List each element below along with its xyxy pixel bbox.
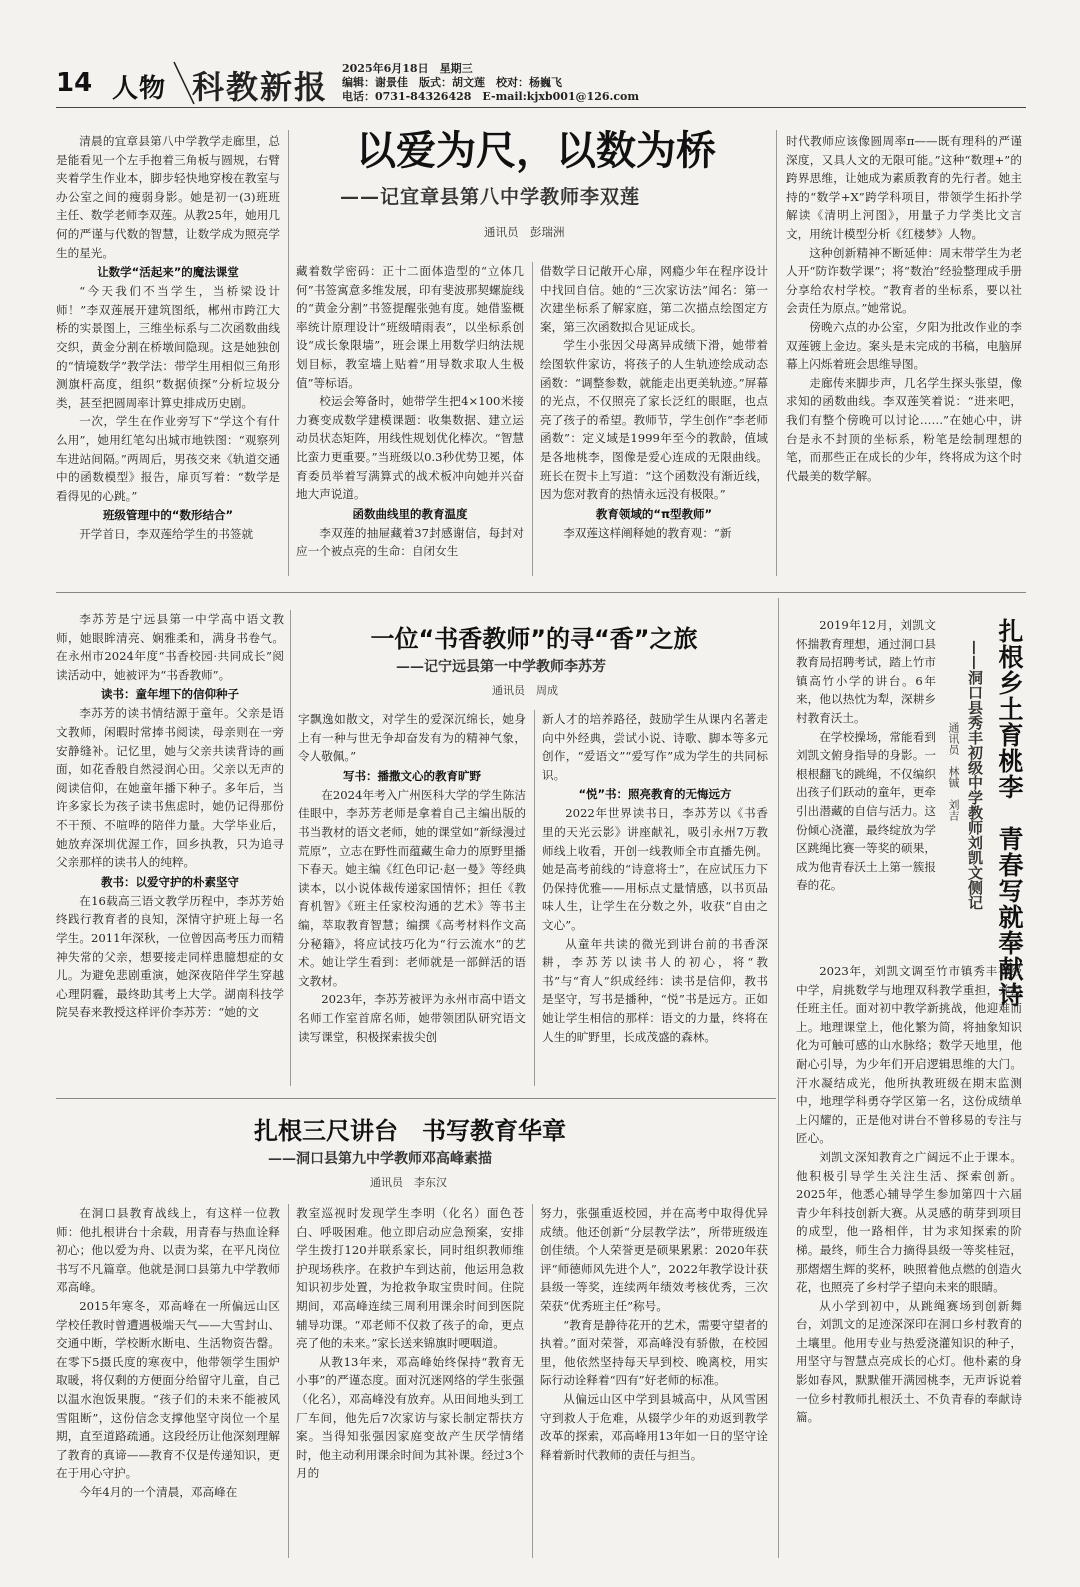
article3-paragraph: 2015年寒冬，邓高峰在一所偏远山区学校任教时曾遭遇极端天气——大雪封山、交通中断，学校断水断电、生活物资告罄。在零下5摄氏度的寒夜中，他带领学生围炉取暖，将仅剩的方便面分给留守儿童，自己以温水泡饭果腹。“孩子们的未来不能被风雪阻断”，这份信念支撑他坚守岗位一个星期，直至道路疏通。这段经历让他深刻理解了教育的真谛——教育不仅是传递知识，更在于用心守护。 [56, 1298, 280, 1481]
article4-subtitle: ——洞口县秀丰初级中学教师刘凯文侧记 [966, 640, 984, 910]
article1-byline: 通讯员 彭瑞洲 [484, 225, 565, 239]
column-divider [778, 598, 779, 1558]
article1-paragraph: 这种创新精神不断延伸：周末带学生为老人开“防诈数学课”；将“数治”经验整理成手册分享给农村学校。“教育者的坐标系，要以社会责任为原点。”她常说。 [786, 245, 1022, 316]
article4-title: 扎根乡土育桃李 青春写就奉献诗 [995, 618, 1024, 1008]
article1-paragraph: 李双莲这样阐释她的教育观：“新 [563, 525, 732, 540]
article2-subtitle: ——记宁远县第一中学教师李苏芳 [396, 659, 606, 675]
article1-subheading: 函数曲线里的教育温度 [352, 506, 468, 521]
column-divider [534, 710, 535, 1086]
article3-paragraph: 从教13年来，邓高峰始终保持“教育无小事”的严谨态度。面对沉迷网络的学生张强（化名），邓高峰没有放弃。从田间地头到工厂车间，他先后7次家访与家长制定帮扶方案。当得知张强因家庭变故产生厌学情绪时，他主动利用课余时间为其补课。经过3个月的 [296, 1354, 524, 1481]
article2-column-2 [298, 710, 526, 1046]
article1-paragraph: 借数学日记敞开心扉，网瘾少年在程序设计中找回自信。她的“三次家访法”闻名：第一次建坐标系了解家庭，第二次描点绘图定方案，第三次函数拟合见证成长。 [540, 264, 768, 334]
article1-column-4 [786, 132, 1022, 485]
article1-title: 以爱为尺，以数为桥 [356, 128, 716, 174]
article2-subheading: 教书：以爱守护的朴素坚守 [101, 874, 239, 889]
article1-paragraph: 学生小张因父母离异成绩下滑，她带着绘图软件家访，将孩子的人生轨迹绘成动态函数：“调整参数，就能走出更美轨迹。”屏幕的光点，不仅照亮了家长泛红的眼眶，也点亮了孩子的希望。教师节，学生创作“李老师函数”：定义域是1999年至今的教龄，值域是各地桃李，图像是爱心连成的无限曲线。班长在贺卡上写道：“这个函数没有渐近线，因为您对教育的热情永远没有极限。” [540, 338, 768, 502]
article2-paragraph: 从童年共读的微光到讲台前的书香深耕，李苏芳以读书人的初心，将“教书”与“育人”织成经纬：读书是信仰，教书是坚守，写书是播种，“悦”书是远方。正如她让学生相信的那样：语文的力量，终将在人生的旷野里，长成茂盛的森林。 [542, 936, 768, 1044]
article1-paragraph: 藏着数学密码：正十二面体造型的“立体几何”书签寓意多维发展，印有斐波那契螺旋线的“黄金分割”书签提醒张弛有度。她借鉴概率统计原理设计“班级晴雨表”，以坐标系创设“成长象限墙”，班会课上用数学归纳法规划目标，教室墙上贴着“用导数求取人生极值”等标语。 [296, 264, 524, 390]
paper-name: 科教新报 [192, 68, 329, 106]
contact-line: 电话：0731-84326428 E-mail:kjxb001@126.com [342, 90, 640, 103]
article1-paragraph: 开学首日，李双莲给学生的书签就 [79, 527, 254, 542]
article1-paragraph: 校运会筹备时，她带学生把4×100米接力赛变成数学建模课题：收集数据、建立运动员状态矩阵，用线性规划优化棒次。“智慧比蛮力更重要。”当班级以0.3秒优势卫冕，体育委员举着写满算式的战术板冲向她并兴奋地大声说道。 [296, 394, 524, 502]
article2-byline: 通讯员 周成 [492, 684, 558, 697]
article2-column-3 [542, 710, 768, 1046]
column-divider [532, 1204, 533, 1558]
article2-column-1 [56, 610, 284, 1022]
column-divider [532, 262, 533, 576]
article4-paragraph: 2023年，刘凯文调至竹市镇秀丰初级中学，肩挑数学与地理双科教学重担，并担任班主任。面对初中教学新挑战，他迎难而上。地理课堂上，他化繁为简，将抽象知识化为可触可感的山水脉络；数学天地里，他耐心引导，为少年们开启逻辑思维的大门。汗水凝结成光，他所执教班级在期末监测中，地理学科勇夺学区第一名，这份成绩单上闪耀的，正是他对讲台不曾移易的专注与匠心。 [796, 964, 1022, 1146]
article2-paragraph: 在2024年考入广州医科大学的学生陈洁佳眼中，李苏芳老师是拿着自己主编出版的书当教材的语文老师，她的课堂如“新绿漫过荒原”，立志在野性而蕴藏生命力的原野里播下春天。她主编《红色印记·赵一曼》等经典读本，以小说体裁传递家国情怀；担任《教育机智》《班主任家校沟通的艺术》等书主编，萃取教育智慧；编撰《高考材料作文高分秘籍》，将应试技巧化为“行云流水”的艺术。她让学生看到：老师就是一部鲜活的语文教材。 [298, 787, 526, 988]
article3-byline: 通讯员 李东汉 [370, 1176, 447, 1189]
article4-paragraph: 从小学到初中，从跳绳赛场到创新舞台，刘凯文的足迹深深印在洞口乡村教育的土壤里。他用专业与热爱浇灌知识的种子，用坚守与智慧点亮成长的心灯。他朴素的身影如春风，默默催开满园桃李，无声诉说着一位乡村教师扎根沃土、不负青春的奉献诗篇。 [796, 1298, 1022, 1425]
article1-subheading: 班级管理中的“数形结合” [102, 508, 234, 523]
page-number: 14 [56, 68, 93, 98]
issue-date: 2025年6月18日 星期三 [342, 62, 473, 75]
article3-column-2 [296, 1204, 524, 1483]
article1-column-3 [540, 262, 768, 542]
header-rule [56, 107, 1026, 108]
article3-column-1 [56, 1204, 280, 1502]
article1-subtitle: ——记宜章县第八中学教师李双莲 [340, 186, 641, 208]
article4-paragraph: 刘凯文深知教育之广阔远不止于课本。他积极引导学生关注生活、探索创新。2025年，他悉心辅导学生参加第四十六届青少年科技创新大赛。从灵感的萌芽到项目的成型，他一路相伴，甘为求知探索的阶梯。最终，师生合力摘得县级一等奖桂冠，那熠熠生辉的奖杯，映照着他点燃的创造火花，也照亮了乡村学子望向未来的眼睛。 [796, 1149, 1022, 1295]
column-divider [290, 610, 291, 1086]
article3-subtitle: ——洞口县第九中学教师邓高峰素描 [268, 1151, 492, 1167]
editors-line: 编辑：谢景佳 版式：胡文莲 校对：杨巍飞 [342, 76, 562, 89]
article1-paragraph: 走廊传来脚步声，几名学生探头张望，像求知的函数曲线。李双莲笑着说：“进来吧，我们有整个傍晚可以讨论……”在她心中，讲台是永不封顶的坐标系，粉笔是绘制理想的笔，而那些正在成长的少年，终将成为这个时代最美的数学解。 [786, 375, 1022, 483]
article2-paragraph: 字飘逸如散文，对学生的爱深沉绵长，她身上有一种与世无争却奋发有为的精神气象，令人敬佩。” [298, 712, 526, 764]
article3-paragraph: 从偏远山区中学到县城高中，从风雪困守到救人于危难，从辍学少年的劝返到教学改革的探索，邓高峰用13年如一日的坚守诠释着新时代教师的责任与担当。 [540, 1391, 768, 1462]
article1-paragraph: 时代教师应该像圆周率π——既有理科的严谨深度，又具人文的无限可能。”这种“数理+”的跨界思维，让她成为素质教育的先行者。她主持的“数学+X”跨学科项目，带领学生拓扑学解读《清明上河图》，用量子力学类比文言文，用统计模型分析《红楼梦》人物。 [786, 134, 1022, 241]
column-divider [288, 1204, 289, 1558]
article3-paragraph: “教育是静待花开的艺术，需要守望者的执着。”面对荣誉，邓高峰没有骄傲，在校园里，他依然坚持每天早到校、晚离校，用实际行动诠释着“四有”好老师的标准。 [540, 1317, 768, 1388]
section-rule [56, 1098, 776, 1099]
article1-paragraph: 一次，学生在作业旁写下“学这个有什么用”，她用红笔勾出城市地铁图：“观察列车进站间隔。”两周后，男孩交来《轨道交通中的函数模型》报告，扉页写着：“数学是看得见的心跳。” [56, 414, 280, 503]
article3-paragraph: 教室巡视时发现学生李明（化名）面色苍白、呼吸困难。他立即启动应急预案，安排学生拨打120并联系家长，同时组织教师维护现场秩序。在救护车到达前，他运用急救知识初步处置，为抢救争取宝贵时间。住院期间，邓高峰连续三周利用课余时间到医院辅导功课。“邓老师不仅救了孩子的命，更点亮了他的未来。”家长送来锦旗时哽咽道。 [296, 1206, 524, 1351]
column-divider [288, 130, 289, 576]
article1-column-2 [296, 262, 524, 561]
section-rule [56, 592, 1026, 593]
article4-paragraph: 在学校操场，常能看到刘凯文俯身指导的身影。一根根翻飞的跳绳，不仅编织出孩子们跃动的童年，更牵引出潜藏的自信与活力。这份倾心浇灌，最终绽放为学区跳绳比赛一等奖的硕果，成为他青春沃土上第一簇报春的花。 [796, 729, 936, 893]
article4-text-top [796, 616, 936, 895]
article4-text-bottom [796, 962, 1022, 1427]
section-name: 人物 [112, 74, 167, 104]
page-header [0, 0, 1080, 110]
column-divider [776, 130, 777, 576]
article2-title: 一位“书香教师”的寻“香”之旅 [370, 625, 698, 653]
article1-paragraph: “今天我们不当学生，当桥梁设计师！”李双莲展开建筑图纸，郴州市跨江大桥的实景图上，三维坐标系与二次函数曲线交织，黄金分割在桥墩间隐现。这是她独创的“情境数学”教学法：带学生用相似三角形测旗杆高度，组织“数据侦探”分析垃圾分类，甚至把圆周率计算史排成历史剧。 [56, 284, 280, 410]
article1-paragraph: 李双莲的抽屉藏着37封感谢信，每封对应一个被点亮的生命：自闭女生 [296, 525, 524, 559]
article2-paragraph: 2023年，李苏芳被评为永州市高中语文名师工作室首席名师，她带领团队研究语文读写课堂，积极探索拔尖创 [298, 992, 526, 1044]
article3-column-3 [540, 1204, 768, 1464]
article3-paragraph: 在洞口县教育战线上，有这样一位教师：他扎根讲台十余载，用青春与热血诠释初心；他以爱为舟、以责为桨，在平凡岗位书写不凡篇章。他就是洞口县第九中学教师邓高峰。 [56, 1206, 280, 1295]
article1-subheading: 让数学“活起来”的魔法课堂 [97, 265, 239, 280]
article3-paragraph: 今年4月的一个清晨，邓高峰在 [79, 1484, 238, 1499]
article1-subheading: 教育领域的“π型教师” [595, 506, 713, 521]
article3-title: 扎根三尺讲台 书写教育华章 [254, 1117, 566, 1145]
article2-subheading: “悦”书：照亮教育的无悔远方 [578, 787, 732, 802]
article3-paragraph: 努力，张强重返校园，并在高考中取得优异成绩。他还创新“分层教学法”，所带班级连创佳绩。个人荣誉更是硕果累累：2020年获评“师德师风先进个人”，2022年教学设计获县级一等奖，连续两年绩效考核优秀，三次荣获“优秀班主任”称号。 [540, 1206, 768, 1313]
article2-paragraph: 李苏芳是宁远县第一中学高中语文教师，她眼眸清亮、娴雅柔和，满身书卷气。在永州市2024年度“书香校园·共同成长”阅读活动中，她被评为“书香教师”。 [56, 612, 284, 682]
article2-subheading: 读书：童年埋下的信仰种子 [101, 687, 239, 702]
article2-paragraph: 2022年世界读书日，李苏芳以《书香里的天光云影》讲座献礼，吸引永州7万教师线上收看，开创一线教师全市直播先例。她是高考前线的“诗意将士”，在应试压力下仍保持优雅——用标点丈量情感，以书页品味人生，让学生在分数之外，收获“自由之文心”。 [542, 806, 768, 932]
article4-paragraph: 2019年12月，刘凯文怀揣教育理想，通过洞口县教育局招聘考试，踏上竹市镇高竹小学的讲台。6年来，他以热忱为犁，深耕乡村教育沃土。 [796, 618, 936, 725]
article1-column-1 [56, 132, 280, 544]
article1-paragraph: 傍晚六点的办公室，夕阳为批改作业的李双莲镀上金边。案头是未完成的书稿，电脑屏幕上闪烁着班会思维导图。 [786, 319, 1022, 372]
article2-paragraph: 在16载高三语文教学历程中，李苏芳始终践行教育者的良知，深情守护班上每一名学生。2011年深秋，一位曾因高考压力而精神失常的父亲，想要接走同样患臆想症的女儿。为避免悲剧重演，她深夜陪伴学生穿越心理阴霾，最终助其考上大学。湖南科技学院吴春来教授这样评价李苏芳：“她的文 [56, 893, 284, 1020]
article2-paragraph: 李苏芳的读书情结源于童年。父亲是语文教师，闲暇时常捧书阅读，母亲则在一旁安静缝补。记忆里，她与父亲共读背诗的画面，如花香般自然浸润心田。父亲以无声的阅读信仰，在她童年播下种子。多年后，当许多家长为孩子读书焦虑时，她仍记得那份不干预、不喧哗的陪伴力量。大学毕业后，她放弃深圳优渥工作，回乡执教，只为追寻父亲那样的读书人的纯粹。 [56, 706, 284, 870]
article2-paragraph: 新人才的培养路径，鼓励学生从课内名著走向中外经典，尝试小说、诗歌、脚本等多元创作，“爱语文”“爱写作”成为学生的共同标识。 [542, 712, 768, 782]
article2-subheading: 写书：播撒文心的教育旷野 [343, 768, 481, 783]
article4-byline: 通讯员 林铖 刘吉 [947, 722, 960, 821]
article1-paragraph: 清晨的宜章县第八中学教学走廊里，总是能看见一个左手抱着三角板与圆规，右臂夹着学生作业本，脚步轻快地穿梭在教室与办公室之间的瘦弱身影。她是初一(3)班班主任、数学老师李双莲。从教25年，她用几何的严谨与代数的智慧，让数学成为照亮学生的星光。 [56, 134, 280, 260]
